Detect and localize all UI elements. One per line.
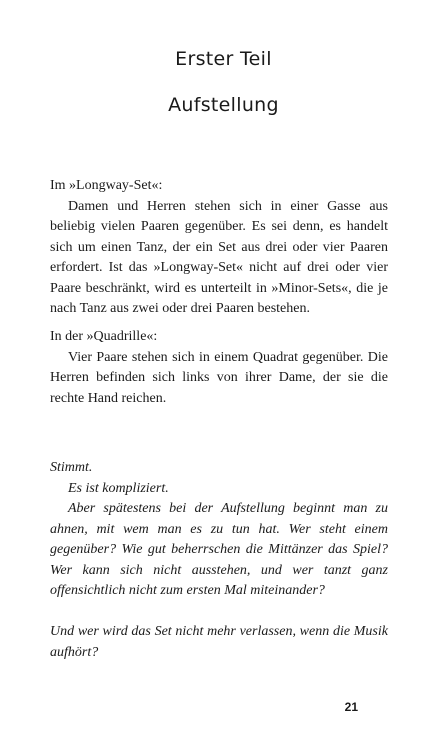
dialogue-paragraph: Aber spätestens bei der Aufstellung beginnt man zu ahnen, mit wem man es zu tun hat. Wer steht einem gegenüber? Wie gut beherrschen die Mittänzer das Spiel? Wer kann sich nicht ausstehen, und wer tanzt ganz offensichtlich nicht zum ersten Mal miteinander? [50, 501, 388, 598]
longway-set-section [50, 176, 388, 320]
quadrille-section [50, 327, 388, 409]
quadrille-heading: In der »Quadrille«: [50, 329, 158, 344]
paragraph-gap [50, 602, 388, 623]
part-title: Erster Teil [175, 48, 272, 70]
longway-body: Damen und Herren stehen sich in einer Gasse aus beliebig vielen Paaren gegenüber. Es sei denn, es handelt sich um einen Tanz, der ein Set aus drei oder vier Paaren erfordert. Ist das »Longway-Set« nicht auf drei oder vier Paare beschränkt, wird es unterteilt in »Minor-Sets«, die je nach Tanz aus zwei oder drei Paaren bestehen. [50, 198, 388, 316]
dialogue-line-2: Es ist kompliziert. [68, 480, 169, 496]
dialogue-line-1: Stimmt. [50, 460, 93, 475]
dialogue-section [50, 458, 388, 663]
longway-heading: Im »Longway-Set«: [50, 178, 163, 193]
page-number: 21 [344, 700, 358, 714]
quadrille-body: Vier Paare stehen sich in einem Quadrat gegenüber. Die Herren befinden sich links von ihrer Dame, der sie die rechte Hand reichen. [50, 349, 388, 406]
chapter-title: Aufstellung [168, 94, 279, 116]
dialogue-closing: Und wer wird das Set nicht mehr verlassen, wenn die Musik aufhört? [50, 624, 388, 660]
